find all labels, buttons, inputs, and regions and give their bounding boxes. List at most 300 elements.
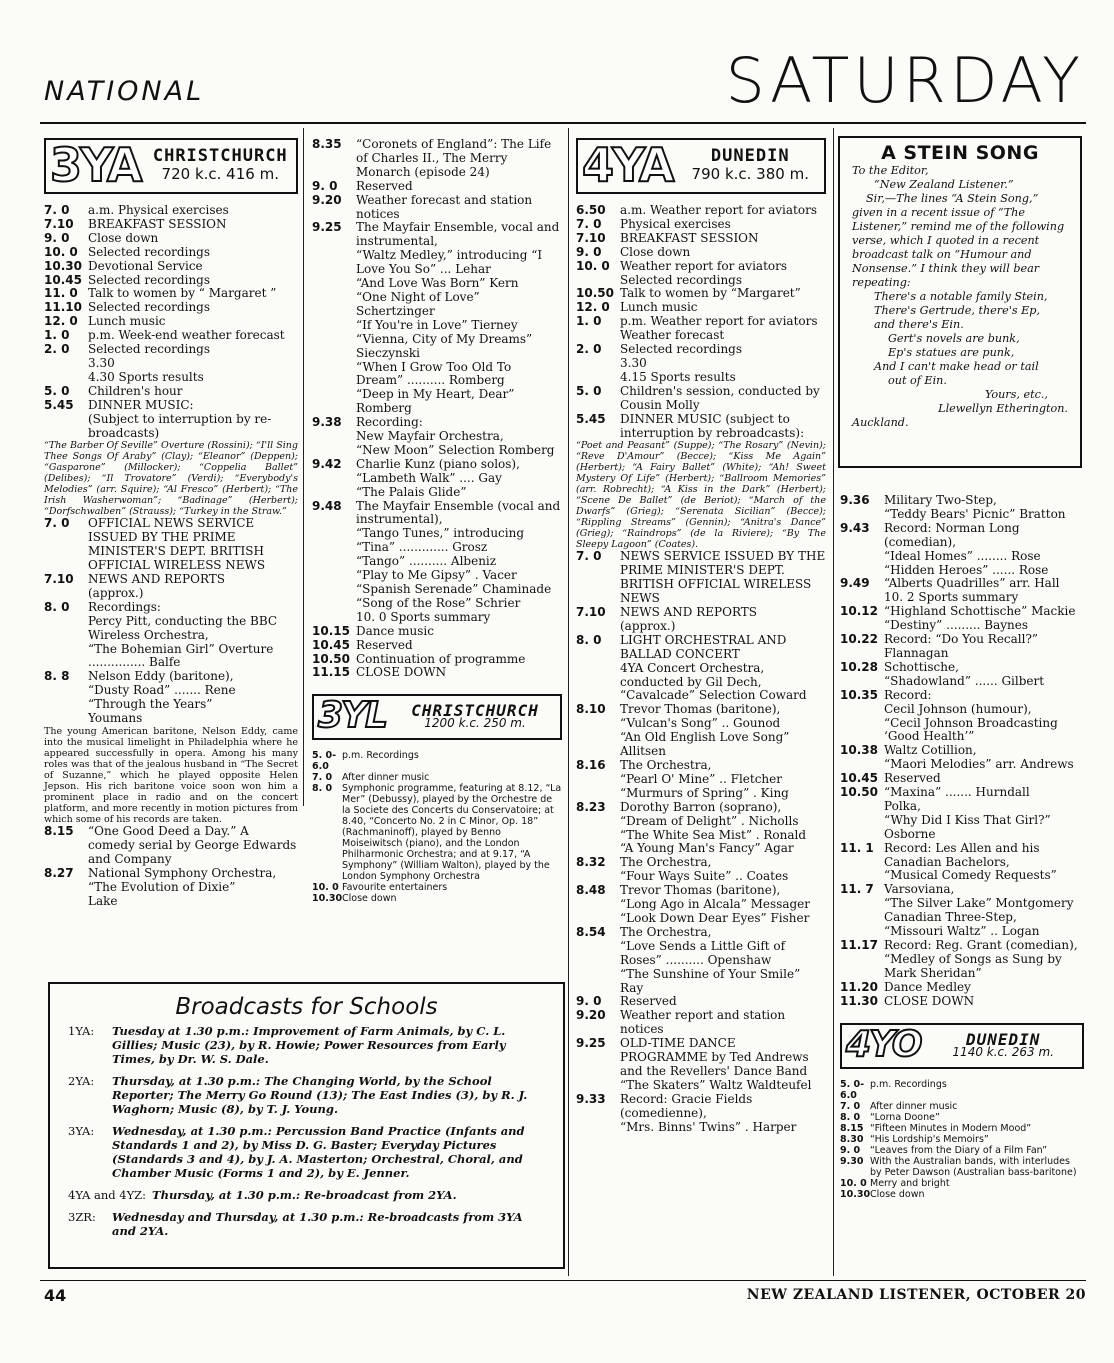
schedule-entry <box>312 194 562 222</box>
schedule-entry <box>840 522 1084 550</box>
entry-time: 9.36 <box>840 493 870 507</box>
entry-description: “Tina” ............. Grosz <box>356 540 488 555</box>
dinner-music-list: “The Barber Of Seville” Overture (Rossini); “I'll Sing Thee Songs Of Araby” (Clay); “Eleanor” (Deppen); “Gasparone” (Millocker); “Coppelia Ballet” (Delibes); “Il Trovatore” (Verdi); “Everybody's Melodies” (arr. Squire); “Al Fresco” (Herbert); “The Irish Washerwoman”; “Badinage” (Herbert); “Dorfschwalben” (Strauss); “Turkey in the Straw.” <box>44 440 298 518</box>
bottom-rule <box>40 1280 1086 1281</box>
entry-time: 12. 0 <box>44 314 78 329</box>
verse-line: And I can't make head or tail <box>874 360 1039 373</box>
entry-description: OLD-TIME DANCE PROGRAMME by Ted Andrews and the Revellers' Dance Band <box>620 1036 809 1078</box>
schedule-entry <box>44 670 298 684</box>
entry-time: 8. 0 <box>44 599 70 614</box>
schedule-entry <box>576 1037 826 1079</box>
station-code: 1YA: <box>68 1024 95 1038</box>
entry-description: Lake <box>88 893 118 908</box>
entry-description: 3.30 <box>620 355 647 370</box>
schedule-entry <box>576 1121 826 1135</box>
entry-time <box>312 527 356 541</box>
schedule-entry <box>840 689 1084 703</box>
entry-description: “Coronets of England”: The Life of Charles II., The Merry Monarch (episode 24) <box>356 137 552 179</box>
entry-description: Dance Medley <box>884 979 971 994</box>
dinner-music-list: “Poet and Peasant” (Suppe); “The Rosary” (Nevin); “Reve D'Amour” (Becce); “Kiss Me Again” (Herbert); “A Fairy Ballet” (White); “Ah! Sweet Mystery Of Life” (Herbert); “Ballroom Memories” (arr. Robrecht); “A Kiss in the Dark” (Herbert); “Scene De Ballet” (de Beriot); “March of the Dwarfs” (Grieg); “Serenata Sicilian” (Becce); “Rippling Streams” (Gennin); “Anitra's Dance” (Grieg); “Raindrops” (de la Riviere); “By The Sleepy Lagoon” (Coates). <box>576 440 826 551</box>
schedule-entry <box>44 895 298 909</box>
entry-time: 8.48 <box>576 883 606 898</box>
entry-description: “The White Sea Mist” . Ronald <box>620 827 807 842</box>
schedule-entry <box>312 333 562 361</box>
schedule-list <box>576 550 826 1134</box>
schedule-entry <box>44 357 298 371</box>
entry-time: 10.45 <box>44 272 82 287</box>
entry-description: Schottische, <box>884 659 959 674</box>
schools-detail: Tuesday at 1.30 p.m.: Improvement of Farm Animals, by C. L. Gillies; Music (23), by R. Howie; Power Resources from Early Times, by Dr. W. S. Dale. <box>112 1024 506 1066</box>
schedule-entry <box>44 698 298 712</box>
entry-description: Close down <box>342 893 397 905</box>
entry-description: After dinner music <box>870 1100 958 1112</box>
entry-description: Merry and bright <box>870 1177 950 1189</box>
schools-list <box>68 1024 545 1238</box>
entry-description: Record: Reg. Grant (comedian), <box>884 938 1078 952</box>
entry-description: Close down <box>88 230 159 245</box>
entry-time: 10.50 <box>840 785 878 800</box>
schedule-entry <box>44 881 298 895</box>
entry-time: 2. 0 <box>44 342 70 357</box>
entry-description: “Teddy Bears' Picnic” Bratton <box>884 506 1066 521</box>
entry-description: “Medley of Songs as Sung by Mark Sheridan” <box>884 951 1062 980</box>
entry-time: 9.48 <box>312 498 342 513</box>
entry-description: Selected recordings <box>88 244 211 259</box>
entry-description: Cecil Johnson (humour), <box>884 701 1032 716</box>
schedule-entry <box>840 703 1084 717</box>
station-city: CHRISTCHURCH <box>152 146 288 167</box>
schedule-entry <box>840 577 1084 591</box>
schedule-entry <box>576 870 826 884</box>
entry-description: “Alberts Quadrilles” arr. Hall <box>884 576 1060 591</box>
entry-time <box>576 842 620 856</box>
entry-time: 11.17 <box>840 938 878 952</box>
entry-description: NEWS AND REPORTS <box>620 605 757 620</box>
entry-time <box>576 620 620 634</box>
schedule-entry <box>312 291 562 319</box>
entry-time <box>840 911 884 925</box>
station-code: 2YA: <box>68 1074 95 1088</box>
schedule-entry <box>44 301 298 315</box>
schools-detail: Wednesday, at 1.30 p.m.: Percussion Band Practice (Infants and Standards 1 and 2), by Miss D. G. Baster; Everyday Pictures (Standards 3 and 4), by J. A. Masterton; Orchestral, Choral, and Chamber Music (Forms 1 and 2), by E. Jenner. <box>112 1124 525 1180</box>
column-3ya-continued <box>312 138 562 904</box>
verse-line: Gert's novels are bunk, <box>888 332 1020 345</box>
entry-description: NEWS AND REPORTS <box>88 572 225 587</box>
entry-time <box>44 684 88 698</box>
schedule-entry <box>44 867 298 881</box>
entry-description: Varsoviana, <box>884 882 955 897</box>
entry-description: p.m. Week-end weather forecast <box>88 328 285 343</box>
entry-description: a.m. Weather report for aviators <box>620 203 817 217</box>
entry-time <box>312 319 356 333</box>
entry-description: “Destiny” ......... Baynes <box>884 618 1029 633</box>
entry-description: “Leaves from the Diary of a Film Fan” <box>870 1144 1048 1156</box>
entry-time: 10.28 <box>840 659 878 674</box>
entry-description: Weather report and station notices <box>620 1008 786 1037</box>
station-frequency: 720 k.c. 416 m. <box>161 165 279 183</box>
day-heading: SATURDAY <box>725 44 1084 117</box>
entry-description: “Dusty Road” ....... Rene <box>88 683 236 698</box>
entry-time <box>44 895 88 909</box>
entry-time: 8.32 <box>576 855 606 870</box>
entry-description: “An Old English Love Song” Allitsen <box>620 730 790 759</box>
schedule-entry <box>312 249 562 277</box>
entry-time: 11.30 <box>840 993 878 1008</box>
entry-description: Weather forecast <box>620 328 725 343</box>
entry-description: OFFICIAL NEWS SERVICE ISSUED BY THE PRIME MINISTER'S DEPT. BRITISH OFFICIAL WIRELESS NEWS <box>88 516 266 573</box>
schedule-entry <box>576 801 826 815</box>
schedule-entry <box>576 773 826 787</box>
entry-time: 2. 0 <box>576 342 602 357</box>
schedule-entry <box>44 517 298 573</box>
entry-time <box>840 758 884 772</box>
entry-time <box>576 1079 620 1093</box>
schedule-entry <box>44 232 298 246</box>
schedule-entry <box>576 940 826 968</box>
schedule-entry <box>840 1178 1084 1189</box>
entry-time <box>312 486 356 500</box>
schedule-entry <box>576 703 826 717</box>
entry-description: National Symphony Orchestra, <box>88 865 277 880</box>
schedule-entry <box>576 343 826 357</box>
schedule-entry <box>44 825 298 867</box>
entry-time <box>576 898 620 912</box>
entry-time <box>44 615 88 643</box>
schedule-entry <box>576 689 826 703</box>
entry-time: 8.35 <box>312 137 342 151</box>
entry-description: Reserved <box>356 178 413 193</box>
column-divider <box>568 128 569 1276</box>
schedule-entry <box>576 968 826 996</box>
entry-description: Dorothy Barron (soprano), <box>620 799 782 814</box>
entry-time <box>576 357 620 371</box>
entry-time <box>312 430 356 444</box>
letter-publication: “New Zealand Listener.” <box>874 178 1014 191</box>
entry-description: 4.15 Sports results <box>620 369 736 384</box>
schedule-entry <box>44 385 298 399</box>
station-logo: 3YA <box>50 138 141 192</box>
verse-line: There's Gertrude, there's Ep, <box>874 304 1041 317</box>
schedule-entry <box>576 912 826 926</box>
entry-time <box>44 357 88 371</box>
entry-description: NEWS SERVICE ISSUED BY THE PRIME MINISTER'S DEPT. BRITISH OFFICIAL WIRELESS NEWS <box>620 549 826 606</box>
entry-time: 7.10 <box>576 230 606 245</box>
entry-description: “Through the Years” <box>88 697 213 712</box>
schedule-entry <box>44 246 298 260</box>
schedule-entry <box>840 661 1084 675</box>
entry-description: “Deep in My Heart, Dear” Romberg <box>356 387 515 416</box>
entry-description: The Mayfair Ensemble (vocal and instrumental), <box>356 498 561 527</box>
schedule-entry <box>576 898 826 912</box>
entry-description: The Orchestra, <box>620 855 712 870</box>
entry-description: “Musical Comedy Requests” <box>884 868 1057 883</box>
schedule-entry <box>576 301 826 315</box>
entry-description: Dance music <box>356 623 434 638</box>
entry-time <box>576 1121 620 1135</box>
entry-time <box>576 815 620 829</box>
entry-time: 7.10 <box>44 572 74 587</box>
schools-box <box>48 982 565 1269</box>
schedule-entry <box>840 744 1084 758</box>
entry-description: Waltz Cotillion, <box>884 743 977 758</box>
entry-time: 11. 7 <box>840 882 874 897</box>
entry-description: “Mrs. Binns' Twins” . Harper <box>620 1119 797 1134</box>
entry-description: “Lambeth Walk” .... Gay <box>356 470 502 485</box>
entry-description: Lunch music <box>88 314 166 329</box>
letter-body: Sir,—The lines “A Stein Song,” given in a recent issue of “The Listener,” remind me of the following verse, which I quoted in a recent broadcast talk on “Humour and Nonsense.” I think they will bear repeating: <box>852 192 1065 289</box>
station-code: 3YA: <box>68 1124 95 1138</box>
entry-time <box>576 940 620 968</box>
schools-entry <box>68 1188 545 1202</box>
entry-time <box>576 829 620 843</box>
entry-time: 10.35 <box>840 687 878 702</box>
letter-place: Auckland. <box>852 416 909 429</box>
schedule-entry <box>312 639 562 653</box>
entry-description: Polka, <box>884 798 921 813</box>
entry-time: 7.10 <box>44 216 74 231</box>
entry-time: 9. 0 <box>576 244 602 259</box>
entry-time: 5. 0 <box>44 383 70 398</box>
schedule-entry <box>840 1145 1084 1156</box>
schedule-entry <box>840 508 1084 522</box>
schedule-entry <box>840 939 1084 953</box>
entry-time <box>840 703 884 717</box>
entry-time <box>44 698 88 712</box>
schedule-entry <box>840 675 1084 689</box>
letter-box <box>838 136 1082 468</box>
schedule-entry <box>576 731 826 759</box>
entry-time: 8.23 <box>576 799 606 814</box>
entry-time <box>312 472 356 486</box>
schedule-entry <box>576 995 826 1009</box>
entry-description: “New Moon” Selection Romberg <box>356 442 555 457</box>
entry-time <box>576 371 620 385</box>
entry-time: 9. 0 <box>312 178 338 193</box>
entry-time <box>576 662 620 690</box>
entry-time: 11.20 <box>840 979 878 994</box>
entry-description: DINNER MUSIC: <box>88 397 194 412</box>
entry-description: Trevor Thomas (baritone), <box>620 883 781 898</box>
column-divider <box>303 128 304 806</box>
schedule-entry <box>312 444 562 458</box>
schedule-entry <box>840 772 1084 786</box>
schedule-entry <box>840 494 1084 508</box>
schedule-entry <box>576 204 826 218</box>
schedule-entry <box>44 615 298 643</box>
letter-signoff: Yours, etc., <box>984 388 1048 401</box>
entry-time: 1. 0 <box>576 314 602 329</box>
schedule-entry <box>576 606 826 620</box>
entry-description: “Love Sends a Little Gift of Roses” .......... Openshaw <box>620 938 786 967</box>
entry-description: “His Lordship's Memoirs” <box>870 1133 989 1145</box>
entry-time <box>576 731 620 759</box>
publication-line: NEW ZEALAND LISTENER, OCTOBER 20 <box>746 1287 1086 1303</box>
station-logo: 3YL <box>318 695 387 737</box>
schedule-entry <box>312 319 562 333</box>
station-frequency: 1140 k.c. 263 m. <box>952 1044 1054 1059</box>
column-divider <box>833 128 834 1276</box>
entry-description: Talk to women by “Margaret” <box>620 286 801 301</box>
entry-time <box>840 814 884 842</box>
entry-time <box>840 800 884 814</box>
entry-time <box>840 675 884 689</box>
schedule-entry <box>576 232 826 246</box>
schedule-entry <box>576 260 826 288</box>
entry-description: With the Australian bands, with interludes by Peter Dawson (Australian bass-baritone) <box>870 1155 1077 1178</box>
entry-description: 4YA Concert Orchestra, conducted by Gil Dech, <box>620 660 765 689</box>
entry-time: 9.30 <box>840 1155 864 1167</box>
schedule-entry <box>576 815 826 829</box>
schedule-entry <box>44 371 298 385</box>
entry-time: 10.15 <box>312 623 350 638</box>
entry-time: 8.30 <box>840 1133 864 1145</box>
schedule-entry <box>840 869 1084 883</box>
entry-description: Military Two-Step, <box>884 493 997 507</box>
schedule-entry <box>312 625 562 639</box>
schedule-entry <box>576 634 826 662</box>
entry-time <box>840 591 884 605</box>
entry-description: p.m. Recordings <box>870 1078 947 1090</box>
entry-time: 10.38 <box>840 743 878 758</box>
schedule-entry <box>840 911 1084 925</box>
entry-description: “Vienna, City of My Dreams” Sieczynski <box>356 331 533 360</box>
schedule-entry <box>840 814 1084 842</box>
entry-time: 8.54 <box>576 924 606 939</box>
entry-description: The Orchestra, <box>620 924 712 939</box>
entry-time: 10. 0 <box>44 244 78 259</box>
schedule-entry <box>576 385 826 413</box>
entry-description: Record: “Do You Recall?” Flannagan <box>884 632 1039 660</box>
entry-time <box>840 550 884 564</box>
entry-description: (approx.) <box>88 585 144 600</box>
entry-description: Lunch music <box>620 300 698 315</box>
schedule-entry <box>576 371 826 385</box>
entry-description: “Missouri Waltz” .. Logan <box>884 924 1040 939</box>
station-city: CHRISTCHURCH <box>411 701 539 721</box>
entry-time: 7. 0 <box>576 216 602 231</box>
schedule-entry <box>312 486 562 500</box>
entry-time: 8.15 <box>840 1122 864 1134</box>
entry-description: “Dream of Delight” . Nicholls <box>620 813 799 828</box>
entry-time: 11. 1 <box>840 840 874 855</box>
schedule-entry <box>312 653 562 667</box>
entry-description: “Pearl O' Mine” .. Fletcher <box>620 771 782 786</box>
schools-entry <box>68 1124 545 1180</box>
entry-description: (approx.) <box>620 618 676 633</box>
entry-description: Close down <box>620 244 691 259</box>
schools-detail: Thursday, at 1.30 p.m.: Re-broadcast from 2YA. <box>152 1188 457 1202</box>
entry-description: Record: <box>884 687 932 702</box>
entry-description: p.m. Weather report for aviators <box>620 314 818 329</box>
entry-time <box>312 333 356 361</box>
schedule-entry <box>312 611 562 625</box>
schedule-entry <box>576 884 826 898</box>
entry-description: Physical exercises <box>620 216 731 231</box>
schedule-entry <box>312 221 562 249</box>
entry-description: Symphonic programme, featuring at 8.12, “La Mer” (Debussy), played by the Orchestre de la Societe des Concerts du Conservatoire; at 8.40, “Concerto No. 2 in C Minor, Op. 18” (Rachmaninoff), played by Benno Moiseiwitsch (piano), and the London Philharmonic Orchestra; and at 9.17, “A Symphony” (William Walton), played by the London Symphony Orchestra <box>342 783 562 883</box>
schedule-list <box>312 750 562 904</box>
station-code: 3ZR: <box>68 1210 96 1224</box>
entry-time: 10.45 <box>312 637 350 652</box>
entry-description: p.m. Recordings <box>342 750 419 762</box>
entry-time: 8. 0 <box>840 1111 861 1123</box>
entry-description: “If You're in Love” Tierney <box>356 317 518 332</box>
entry-time: 9.49 <box>840 576 870 591</box>
entry-time <box>576 787 620 801</box>
schedule-entry <box>44 601 298 615</box>
entry-time: 6.50 <box>576 203 606 217</box>
entry-time <box>44 413 88 441</box>
entry-description: a.m. Physical exercises <box>88 203 229 217</box>
verse-line: and there's Ein. <box>874 318 964 331</box>
entry-description: “And Love Was Born” Kern <box>356 276 519 291</box>
entry-description: “The Evolution of Dixie” <box>88 879 236 894</box>
entry-description: “A Young Man's Fancy” Agar <box>620 841 794 856</box>
entry-time <box>312 249 356 277</box>
schedule-entry <box>312 750 562 772</box>
schedule-entry <box>576 842 826 856</box>
station-logo: 4YA <box>582 138 673 192</box>
entry-description: (Subject to interruption by re-broadcasts) <box>88 411 272 440</box>
entry-time: 9.20 <box>312 192 342 207</box>
entry-time: 10.22 <box>840 632 878 647</box>
entry-time <box>312 583 356 597</box>
entry-time <box>312 361 356 389</box>
entry-time: 9.25 <box>576 1036 606 1051</box>
schedule-entry <box>576 1093 826 1121</box>
entry-description: “Hidden Heroes” ...... Rose <box>884 562 1049 577</box>
entry-description: “Waltz Medley,” introducing “I Love You So” ... Lehar <box>356 248 543 277</box>
entry-description: “Look Down Dear Eyes” Fisher <box>620 910 810 925</box>
entry-description: Weather forecast and station notices <box>356 192 533 221</box>
entry-description: “Shadowland” ...... Gilbert <box>884 673 1045 688</box>
schedule-entry <box>840 1134 1084 1145</box>
schedule-entry <box>312 527 562 541</box>
schedule-list <box>312 138 562 680</box>
entry-description: “Cavalcade” Selection Coward <box>620 688 807 703</box>
schedule-entry <box>312 277 562 291</box>
station-logo: 4YO <box>846 1023 921 1065</box>
entry-description: “Highland Schottische” Mackie <box>884 604 1076 619</box>
entry-time <box>312 444 356 458</box>
schedule-entry <box>840 981 1084 995</box>
entry-time: 8.15 <box>44 824 74 838</box>
entry-time: 7. 0 <box>840 1100 861 1112</box>
entry-description: “The Sunshine of Your Smile” Ray <box>620 966 801 995</box>
schedule-entry <box>840 1079 1084 1101</box>
entry-time <box>840 717 884 745</box>
schedule-entry <box>312 772 562 783</box>
entry-description: “The Bohemian Girl” Overture ............... Balfe <box>88 641 274 670</box>
entry-description: BREAKFAST SESSION <box>620 230 759 245</box>
schedule-entry <box>840 925 1084 939</box>
schedule-entry <box>44 218 298 232</box>
entry-time: 5.45 <box>576 411 606 426</box>
schedule-list <box>576 204 826 440</box>
entry-time <box>576 968 620 996</box>
entry-description: “Play to Me Gipsy” . Vacer <box>356 568 517 583</box>
entry-time: 10.30 <box>44 258 82 273</box>
schedule-entry <box>840 1156 1084 1178</box>
entry-description: “Song of the Rose” Schrier <box>356 595 521 610</box>
schedule-entry <box>576 550 826 606</box>
schedule-entry <box>576 329 826 343</box>
entry-description: CLOSE DOWN <box>884 993 975 1008</box>
entry-time: 5. 0 <box>576 383 602 398</box>
entry-time <box>312 597 356 611</box>
schedule-entry <box>576 829 826 843</box>
entry-time <box>576 773 620 787</box>
